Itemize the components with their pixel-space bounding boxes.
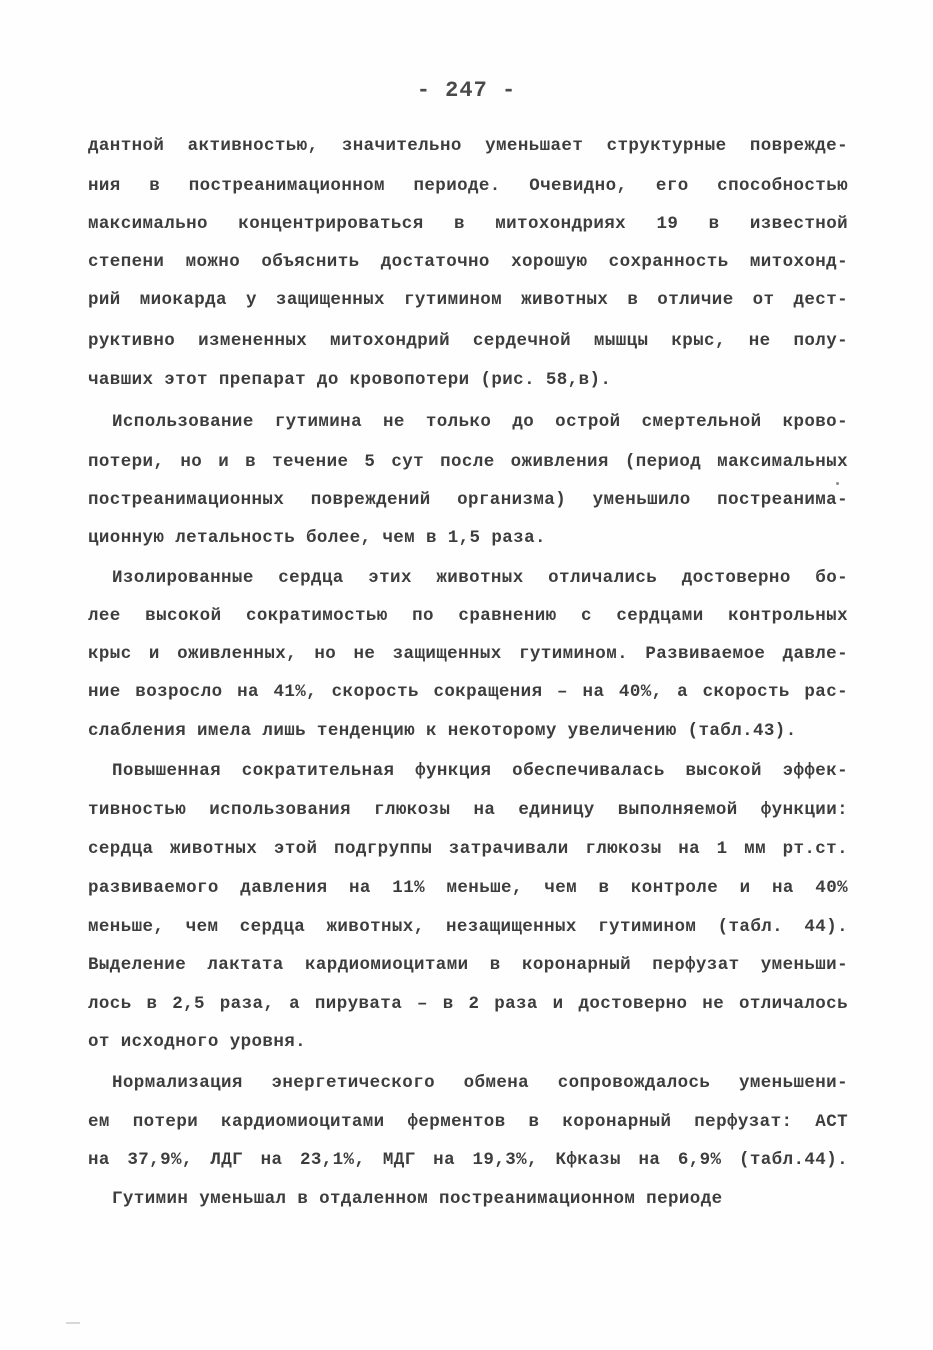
text-line: руктивно измененных митохондрий сердечной мышцы крыс, не полу-	[88, 331, 848, 351]
text-line: лось в 2,5 раза, а пирувата – в 2 раза и достоверно не отличалось	[88, 994, 848, 1014]
text-line: меньше, чем сердца животных, незащищенных гутимином (табл. 44).	[88, 917, 848, 937]
text-line: лее высокой сократимостью по сравнению с сердцами контрольных	[88, 606, 848, 626]
text-line: сердца животных этой подгруппы затрачивали глюкозы на 1 мм рт.ст.	[88, 839, 848, 859]
text-line: развиваемого давления на 11% меньше, чем в контроле и на 40%	[88, 878, 848, 898]
text-line: Выделение лактата кардиомиоцитами в коронарный перфузат уменьши-	[88, 955, 848, 975]
text-line: дантной активностью, значительно уменьшает структурные поврежде-	[88, 136, 848, 156]
text-line: степени можно объяснить достаточно хорошую сохранность митохонд-	[88, 252, 848, 272]
text-line: максимально концентрироваться в митохондриях 19 в известной	[88, 214, 848, 234]
text-line: рий миокарда у защищенных гутимином животных в отличие от дест-	[88, 290, 848, 310]
text-line: крыс и оживленных, но не защищенных гутимином. Развиваемое давле-	[88, 644, 848, 664]
text-line: чавших этот препарат до кровопотери (рис. 58,в).	[88, 370, 612, 390]
text-line: Нормализация энергетического обмена сопровождалось уменьшени-	[112, 1073, 848, 1093]
text-line: Повышенная сократительная функция обеспечивалась высокой эффек-	[112, 761, 848, 781]
page-number: - 247 -	[416, 78, 517, 103]
scan-speck	[66, 1322, 80, 1324]
text-line: на 37,9%, ЛДГ на 23,1%, МДГ на 19,3%, Кфказы на 6,9% (табл.44).	[88, 1150, 848, 1170]
text-line: ние возросло на 41%, скорость сокращения – на 40%, а скорость рас-	[88, 682, 848, 702]
text-line: Гутимин уменьшал в отдаленном постреанимационном периоде	[112, 1189, 723, 1209]
text-line: постреанимационных повреждений организма) уменьшило постреанима-	[88, 490, 848, 510]
text-line: ем потери кардиомиоцитами ферментов в коронарный перфузат: АСТ	[88, 1112, 848, 1132]
text-line: слабления имела лишь тенденцию к некоторому увеличению (табл.43).	[88, 721, 797, 741]
text-line: ционную летальность более, чем в 1,5 раза.	[88, 528, 546, 548]
text-line: ния в постреанимационном периоде. Очевидно, его способностью	[88, 176, 848, 196]
text-line: Изолированные сердца этих животных отличались достоверно бо-	[112, 568, 848, 588]
text-line: потери, но и в течение 5 сут после оживления (период максимальных	[88, 452, 848, 472]
scan-speck	[836, 482, 839, 485]
text-line: от исходного уровня.	[88, 1032, 307, 1052]
text-line: тивностью использования глюкозы на единицу выполняемой функции:	[88, 800, 848, 820]
text-line: Использование гутимина не только до острой смертельной крово-	[112, 412, 848, 432]
